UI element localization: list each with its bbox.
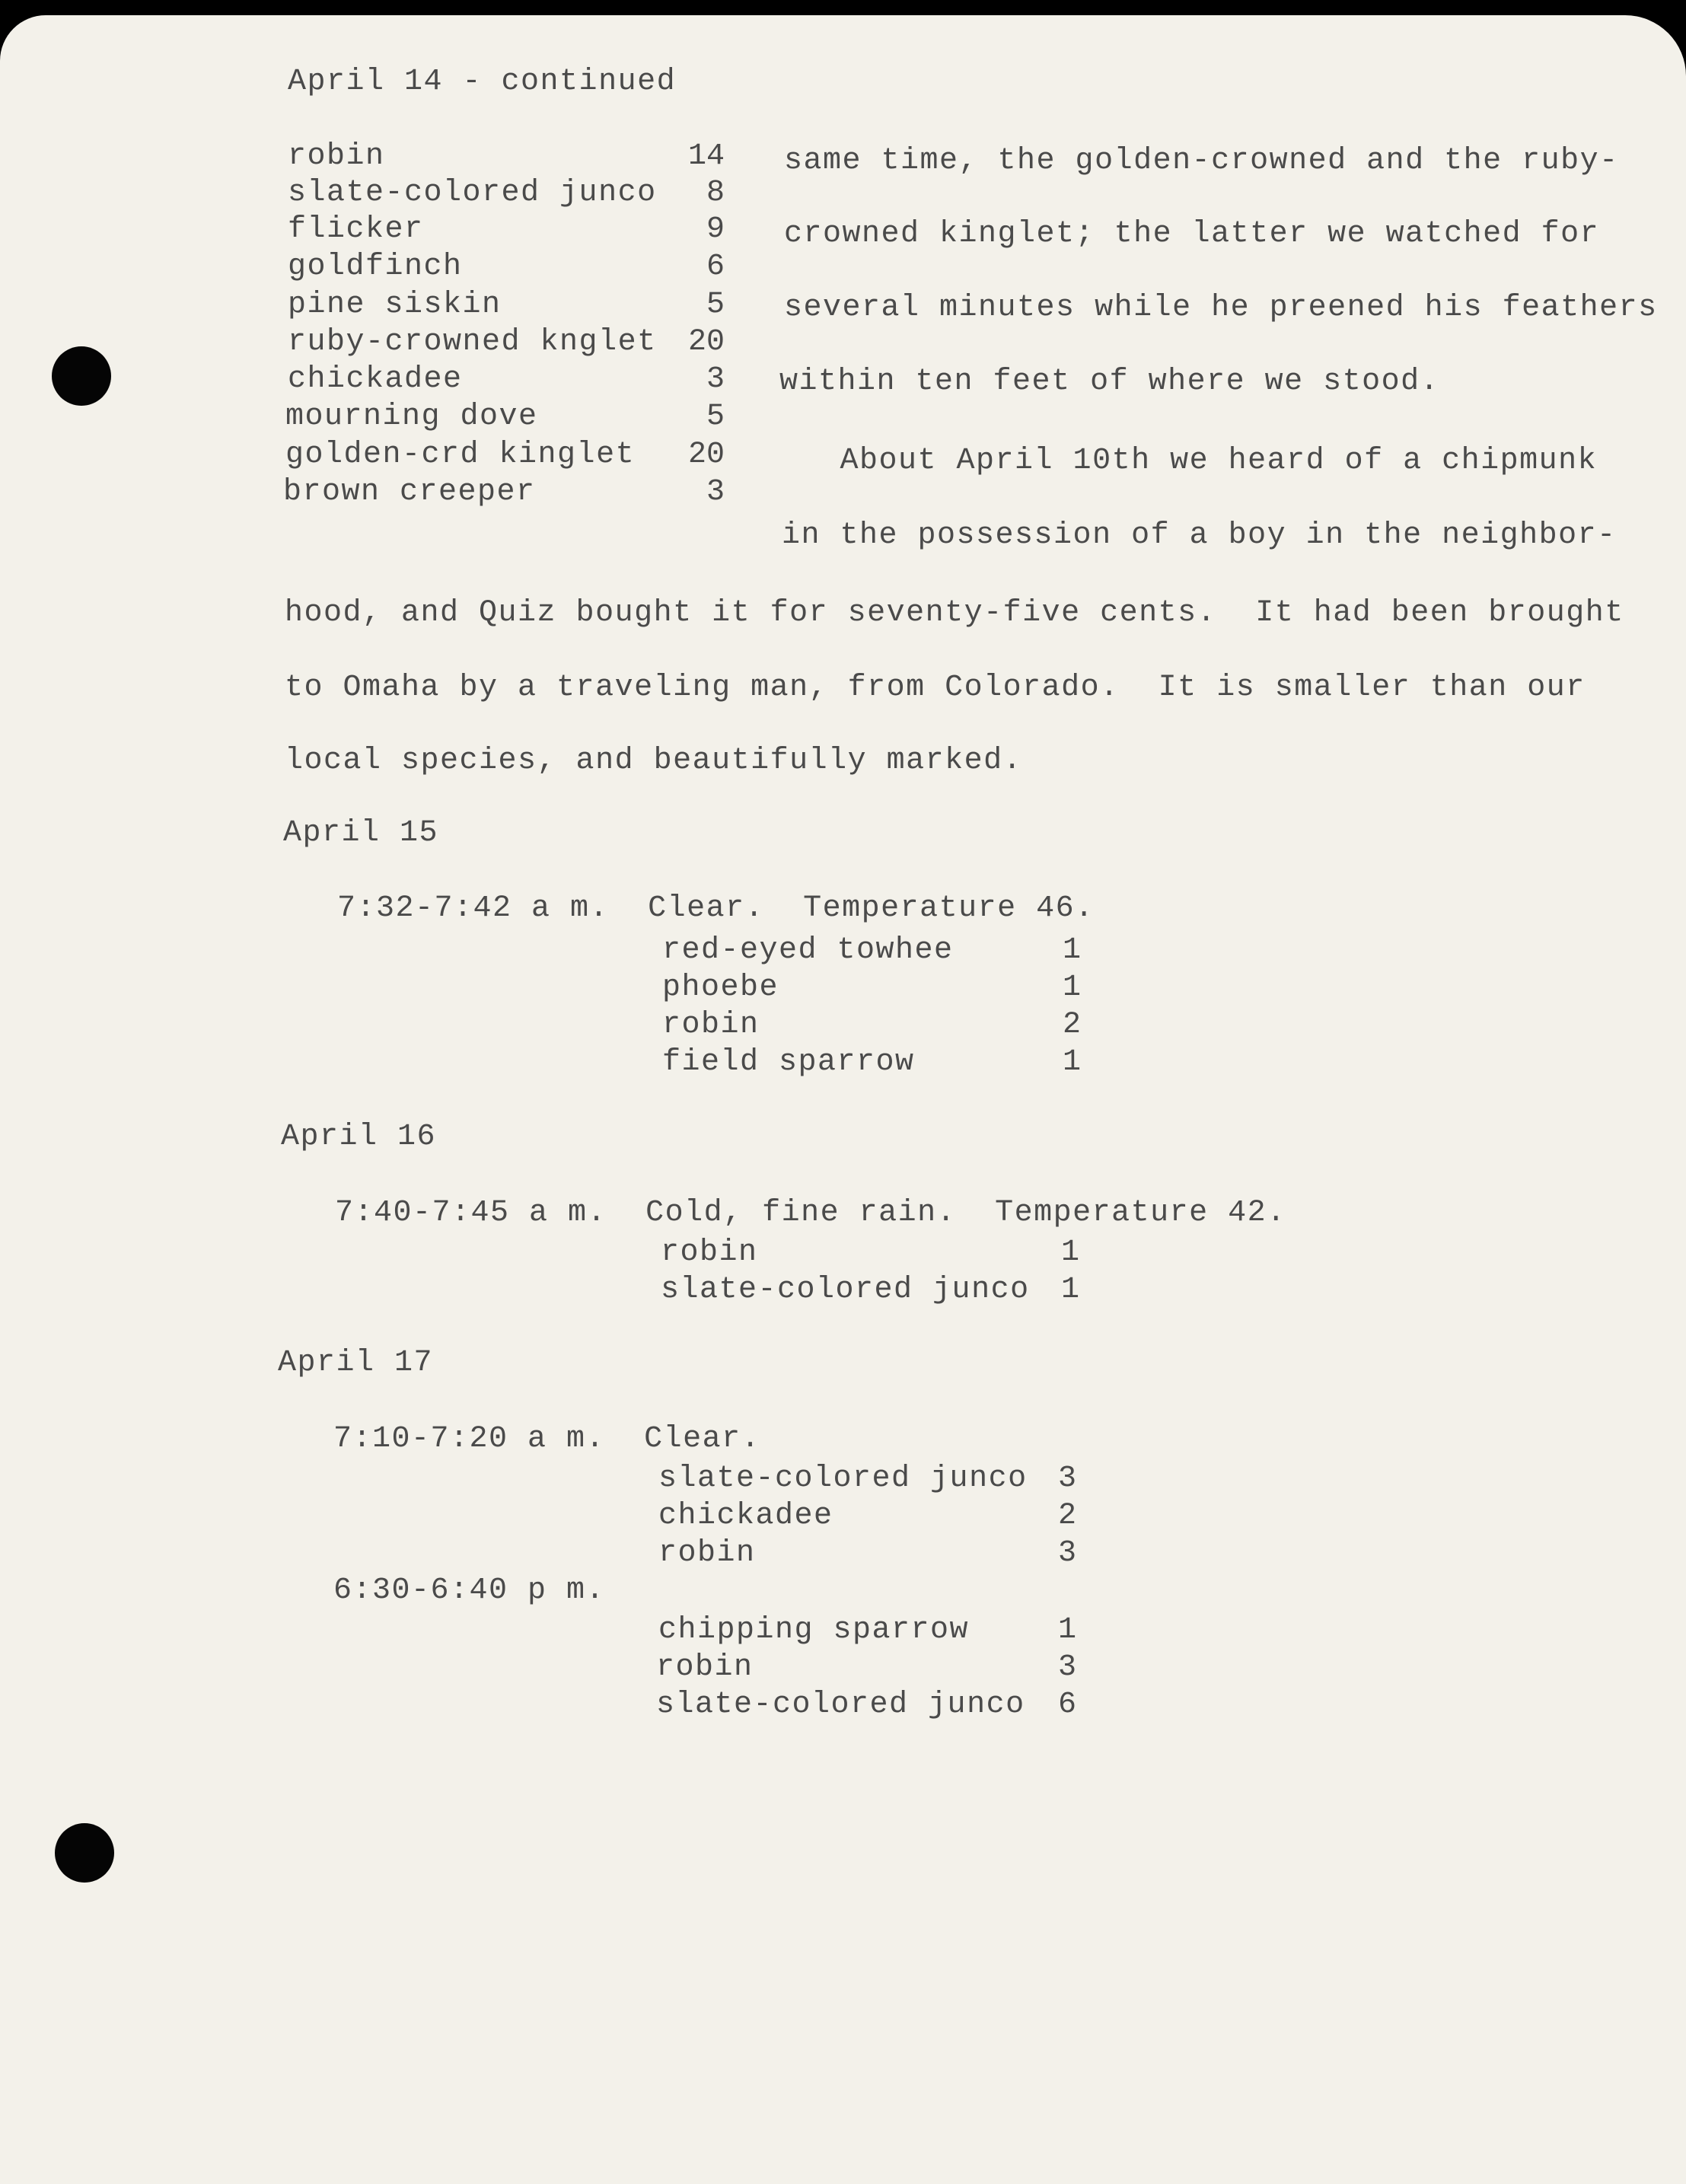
bird-name: robin (658, 1536, 756, 1570)
bird-name: chickadee (658, 1499, 833, 1533)
bird-name: robin (662, 1008, 760, 1042)
page-header: April 14 - continued (288, 65, 677, 99)
bird-name: brown creeper (283, 475, 536, 509)
bird-count: 14 (687, 139, 725, 174)
bird-count: 3 (706, 475, 725, 509)
bird-name: golden-crd kinglet (285, 438, 636, 472)
entry-date: April 16 (281, 1120, 437, 1154)
bird-name: slate-colored junco (288, 176, 657, 210)
entry-time-line: 7:32-7:42 a m. Clear. Temperature 46. (337, 891, 1095, 926)
bird-count: 20 (687, 438, 725, 472)
bird-count: 6 (1057, 1688, 1076, 1722)
bird-count: 9 (706, 212, 725, 247)
text-line: to Omaha by a traveling man, from Colorado. It is smaller than our (285, 671, 1586, 705)
bird-count: 2 (1062, 1008, 1081, 1042)
entry-time-line: 7:40-7:45 a m. Cold, fine rain. Temperature 42. (335, 1196, 1286, 1230)
bird-count: 8 (706, 176, 725, 210)
bird-count: 1 (1062, 971, 1081, 1005)
punch-hole (55, 1823, 114, 1883)
bird-count: 1 (1057, 1613, 1076, 1647)
text-line: local species, and beautifully marked. (285, 744, 1023, 778)
text-line: several minutes while he preened his feathers (784, 291, 1658, 325)
text-line: crowned kinglet; the latter we watched for (784, 217, 1600, 251)
bird-name: pine siskin (288, 288, 502, 322)
text-line: in the possession of a boy in the neighbor- (782, 518, 1617, 553)
bird-name: robin (656, 1650, 754, 1685)
bird-count: 6 (706, 250, 725, 284)
text-line: About April 10th we heard of a chipmunk (782, 444, 1598, 478)
text-line: same time, the golden-crowned and the ruby- (784, 144, 1619, 178)
entry-date: April 15 (283, 816, 439, 850)
bird-name: robin (288, 139, 385, 174)
bird-count: 1 (1060, 1273, 1079, 1307)
entry-time-line: 6:30-6:40 p m. (333, 1573, 606, 1608)
entry-time-line: 7:10-7:20 a m. Clear. (333, 1422, 761, 1456)
bird-name: slate-colored junco (656, 1688, 1025, 1722)
punch-hole (52, 346, 111, 406)
bird-name: robin (661, 1235, 758, 1270)
bird-name: mourning dove (285, 400, 538, 434)
text-line: within ten feet of where we stood. (779, 365, 1440, 399)
bird-count: 1 (1060, 1235, 1079, 1270)
bird-count: 3 (1057, 1650, 1076, 1685)
bird-name: ruby-crowned knglet (288, 325, 657, 359)
bird-count: 5 (706, 400, 725, 434)
bird-count: 2 (1057, 1499, 1076, 1533)
entry-date: April 17 (278, 1346, 434, 1380)
bird-name: phoebe (662, 971, 779, 1005)
bird-name: slate-colored junco (661, 1273, 1030, 1307)
bird-name: goldfinch (288, 250, 463, 284)
bird-count: 1 (1062, 933, 1081, 968)
bird-name: chipping sparrow (658, 1613, 970, 1647)
bird-name: chickadee (288, 362, 463, 397)
bird-name: slate-colored junco (658, 1462, 1028, 1496)
bird-count: 5 (706, 288, 725, 322)
bird-name: field sparrow (662, 1045, 915, 1079)
bird-count: 3 (1057, 1462, 1076, 1496)
bird-name: flicker (288, 212, 424, 247)
text-line: hood, and Quiz bought it for seventy-five cents. It had been brought (285, 596, 1624, 630)
bird-count: 3 (706, 362, 725, 397)
bird-count: 20 (687, 325, 725, 359)
bird-count: 3 (1057, 1536, 1076, 1570)
bird-count: 1 (1062, 1045, 1081, 1079)
bird-name: red-eyed towhee (662, 933, 954, 968)
typed-page (0, 15, 1686, 2184)
